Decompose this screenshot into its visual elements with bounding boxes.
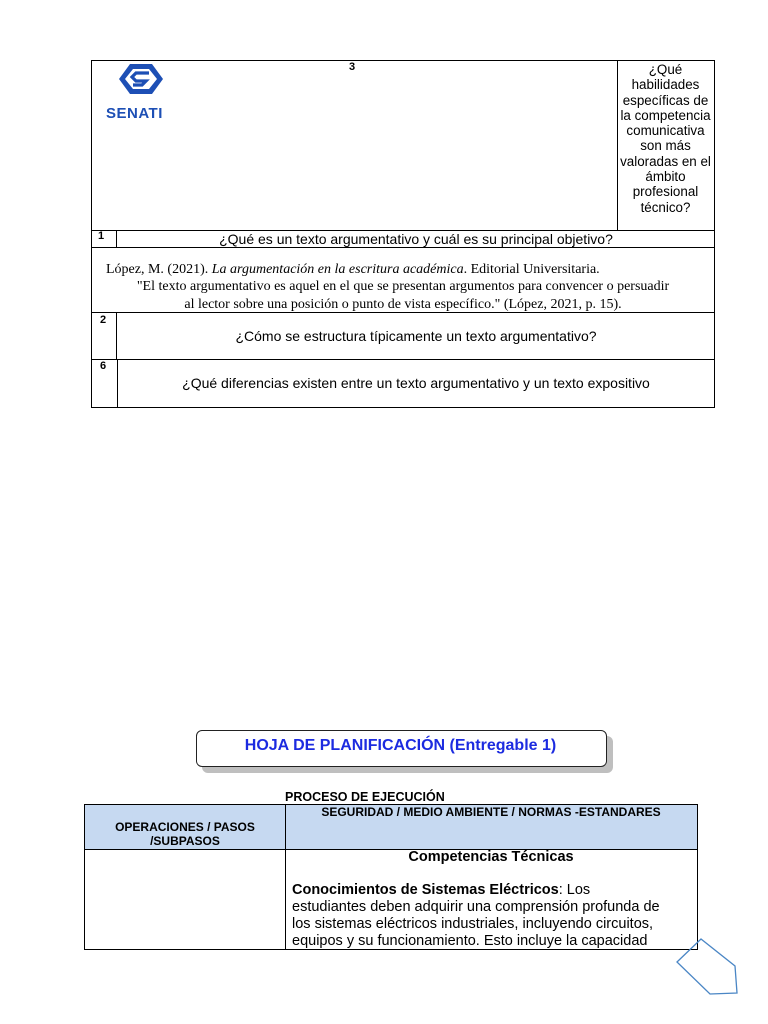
paragraph-line: equipos y su funcionamiento. Esto incluye la capacidad <box>292 933 648 949</box>
question-number: 1 <box>98 230 105 242</box>
item-title: Conocimientos de Sistemas Eléctricos <box>292 882 559 898</box>
reference-citation <box>106 262 600 278</box>
column-header: OPERACIONES / PASOS /SUBPASOS <box>115 820 255 848</box>
side-question: ¿Qué habilidades específicas de la competencia comunicativa son más valoradas en el ámbito profesional técnico? <box>620 62 711 215</box>
reference-publisher: . Editorial Universitaria. <box>463 262 600 277</box>
divider <box>91 359 715 360</box>
paragraph-line: estudiantes deben adquirir una comprensión profunda de <box>292 899 660 915</box>
question-text: ¿Qué diferencias existen entre un texto argumentativo y un texto expositivo <box>182 375 650 391</box>
reference-quote-line: al lector sobre una posición o punto de vista específico." (López, 2021, p. 15). <box>184 297 622 312</box>
pentagon-shape-icon <box>672 936 740 998</box>
plan-title: HOJA DE PLANIFICACIÓN (Entregable 1) <box>244 737 557 754</box>
reference-title: La argumentación en la escritura académica <box>211 262 464 277</box>
divider <box>285 804 286 950</box>
paragraph-line: los sistemas eléctricos industriales, incluyendo circuitos, <box>292 916 654 932</box>
page-number: 3 <box>349 61 356 73</box>
section-title: Competencias Técnicas <box>408 849 574 865</box>
divider <box>91 247 715 248</box>
item-text: : Los <box>558 882 591 898</box>
senati-logo-icon <box>105 62 177 106</box>
process-title: PROCESO DE EJECUCIÓN <box>285 790 445 804</box>
column-header: SEGURIDAD / MEDIO AMBIENTE / NORMAS -ESTANDARES <box>321 805 661 819</box>
question-text: ¿Qué es un texto argumentativo y cuál es su principal objetivo? <box>219 231 613 247</box>
paragraph-line <box>292 882 692 899</box>
competency-paragraph <box>292 882 692 950</box>
logo-text: SENATI <box>106 105 163 122</box>
reference-quote-line: "El texto argumentativo es aquel en el que se presentan argumentos para convencer o persuadir <box>136 279 670 294</box>
question-text: ¿Cómo se estructura típicamente un texto argumentativo? <box>235 328 597 344</box>
reference-author: López, M. (2021). <box>106 262 212 277</box>
question-number: 6 <box>100 360 107 372</box>
question-number: 2 <box>100 314 107 326</box>
